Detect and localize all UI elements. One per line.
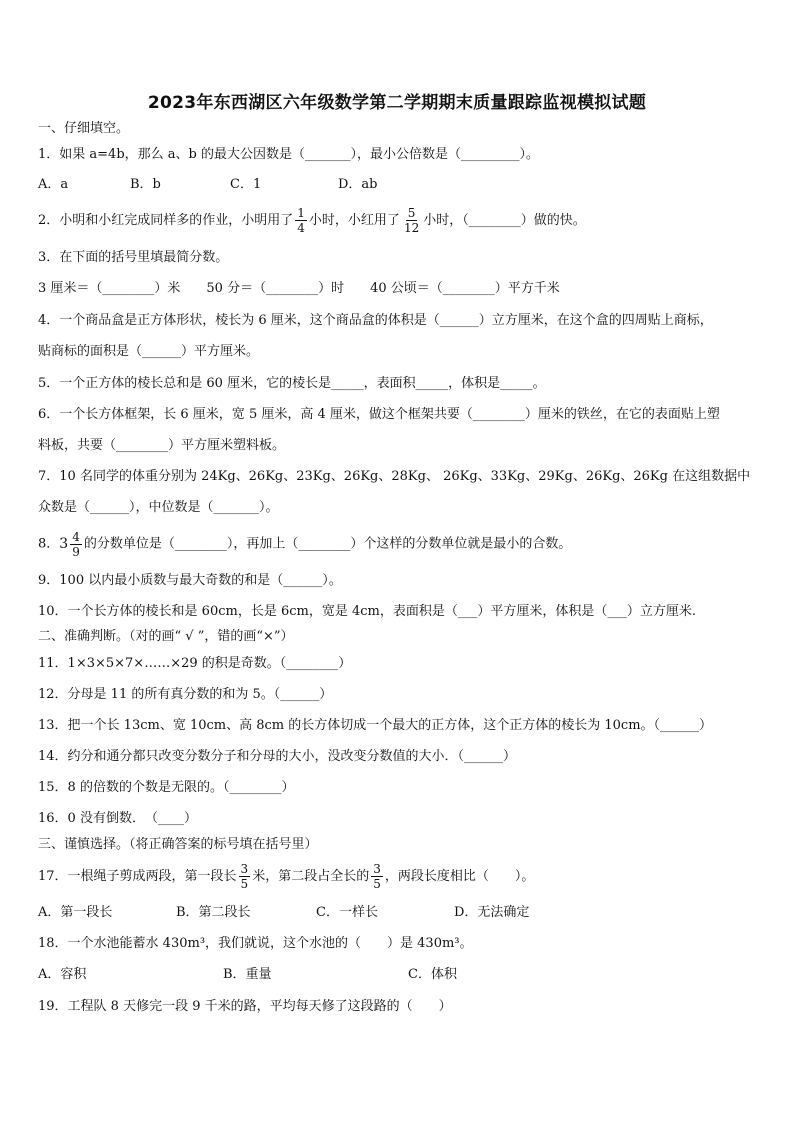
option-a: A．容积: [38, 967, 87, 982]
question-16: 16．0 没有倒数． （____）: [38, 811, 197, 826]
question-19: 19．工程队 8 天修完一段 9 千米的路，平均每天修了这段路的（ ）: [38, 999, 452, 1014]
numerator: 5: [407, 206, 416, 220]
question-2-text-a: 2．小明和小红完成同样多的作业，小明用了: [38, 213, 294, 228]
option-c: C．一样长: [316, 905, 378, 920]
question-3: 3．在下面的括号里填最简分数。: [38, 250, 229, 265]
option-d: D．无法确定: [454, 905, 530, 920]
question-18: 18．一个水池能蓄水 430m³，我们就说，这个水池的（ ）是 430m³。: [38, 936, 473, 951]
question-7-line-2: 众数是（______），中位数是（_______）。: [38, 500, 279, 515]
question-17-text-b: 米，第二段占全长的: [252, 869, 370, 884]
question-3-blanks: 3 厘米＝（________）米 50 分＝（________）时 40 公顷＝（________）平方千米: [38, 281, 560, 296]
mixed-number-whole: 3: [59, 536, 69, 552]
denominator: 5: [240, 877, 249, 891]
numerator: 4: [72, 529, 80, 544]
fraction-3-5: [239, 862, 251, 891]
fraction-4-9: [70, 530, 82, 559]
question-8: [38, 529, 571, 560]
fraction-1-4: [295, 206, 307, 235]
numerator: 1: [297, 206, 305, 220]
question-5: 5．一个正方体的棱长总和是 60 厘米，它的棱长是_____，表面积_____，体积是_____。: [38, 376, 546, 391]
fraction-5-12: [402, 206, 421, 235]
option-b: B．第二段长: [176, 905, 251, 920]
question-17-text-a: 17．一根绳子剪成两段，第一段长: [38, 869, 237, 884]
question-13: 13．把一个长 13cm、宽 10cm、高 8cm 的长方体切成一个最大的正方体，这个正方体的棱长为 10cm。（______）: [38, 718, 713, 733]
option-b: B．重量: [223, 967, 272, 982]
question-1: 1．如果 a=4b，那么 a、b 的最大公因数是（_______），最小公倍数是（_________）。: [38, 147, 539, 162]
question-2-text-c: 小时，（________）做的快。: [423, 213, 586, 228]
question-2: [38, 206, 586, 236]
question-10: 10．一个长方体的棱长和是 60cm，长是 6cm，宽是 4cm，表面积是（___）平方厘米，体积是（___）立方厘米.: [38, 604, 696, 619]
option-c: C．体积: [408, 967, 457, 982]
option-c: C．1: [230, 177, 262, 192]
question-17: [38, 862, 534, 892]
question-7-line-1: 7．10 名同学的体重分别为 24Kg、26Kg、23Kg、26Kg、28Kg、 26Kg、33Kg、29Kg、26Kg、26Kg 在这组数据中: [38, 469, 751, 484]
denominator: 5: [373, 877, 381, 891]
page-title: 2023年东西湖区六年级数学第二学期期末质量跟踪监视模拟试题: [147, 93, 647, 113]
option-d: D．ab: [338, 177, 378, 192]
question-11: 11．1×3×5×7×……×29 的积是奇数。（________）: [38, 656, 352, 671]
question-8-number: 8．: [38, 536, 60, 552]
question-18-options: [38, 967, 457, 983]
denominator: 9: [72, 544, 80, 559]
question-17-options: [38, 905, 529, 921]
question-9: 9．100 以内最小质数与最大奇数的和是（______）。: [38, 573, 342, 588]
question-2-text-b: 小时，小红用了: [308, 213, 400, 228]
fraction-3-5: [371, 862, 383, 891]
question-17-text-c: ，两段长度相比（ ）。: [384, 869, 535, 884]
question-14: 14．约分和通分都只改变分数分子和分母的大小，没改变分数值的大小．（______）: [38, 749, 517, 764]
question-6-line-1: 6．一个长方体框架，长 6 厘米，宽 5 厘米，高 4 厘米，做这个框架共要（________）厘米的铁丝，在它的表面贴上塑: [38, 407, 720, 422]
section-heading-2: 二、准确判断。（对的画“ √ ”，错的画“×”）: [38, 629, 294, 644]
question-4-line-2: 贴商标的面积是（______）平方厘米。: [38, 344, 260, 359]
option-a: A．第一段长: [38, 905, 113, 920]
question-8-text: 的分数单位是（________），再加上（________）个这样的分数单位就是最小的合数。: [83, 536, 572, 552]
numerator: 3: [240, 862, 249, 876]
denominator: 12: [403, 221, 420, 235]
question-6-line-2: 料板，共要（________）平方厘米塑料板。: [38, 438, 286, 453]
option-a: A．a: [38, 177, 69, 192]
question-1-options: [38, 177, 378, 193]
question-15: 15．8 的倍数的个数是无限的。（________）: [38, 780, 295, 795]
denominator: 4: [297, 221, 305, 235]
question-4-line-1: 4．一个商品盒是正方体形状，棱长为 6 厘米，这个商品盒的体积是（______）立方厘米，在这个盒的四周贴上商标，: [38, 313, 713, 328]
section-heading-3: 三、谨慎选择。（将正确答案的标号填在括号里）: [38, 837, 318, 852]
question-12: 12．分母是 11 的所有真分数的和为 5。（______）: [38, 687, 333, 702]
numerator: 3: [373, 862, 381, 876]
section-heading-1: 一、仔细填空。: [38, 121, 130, 136]
option-b: B．b: [130, 177, 161, 192]
